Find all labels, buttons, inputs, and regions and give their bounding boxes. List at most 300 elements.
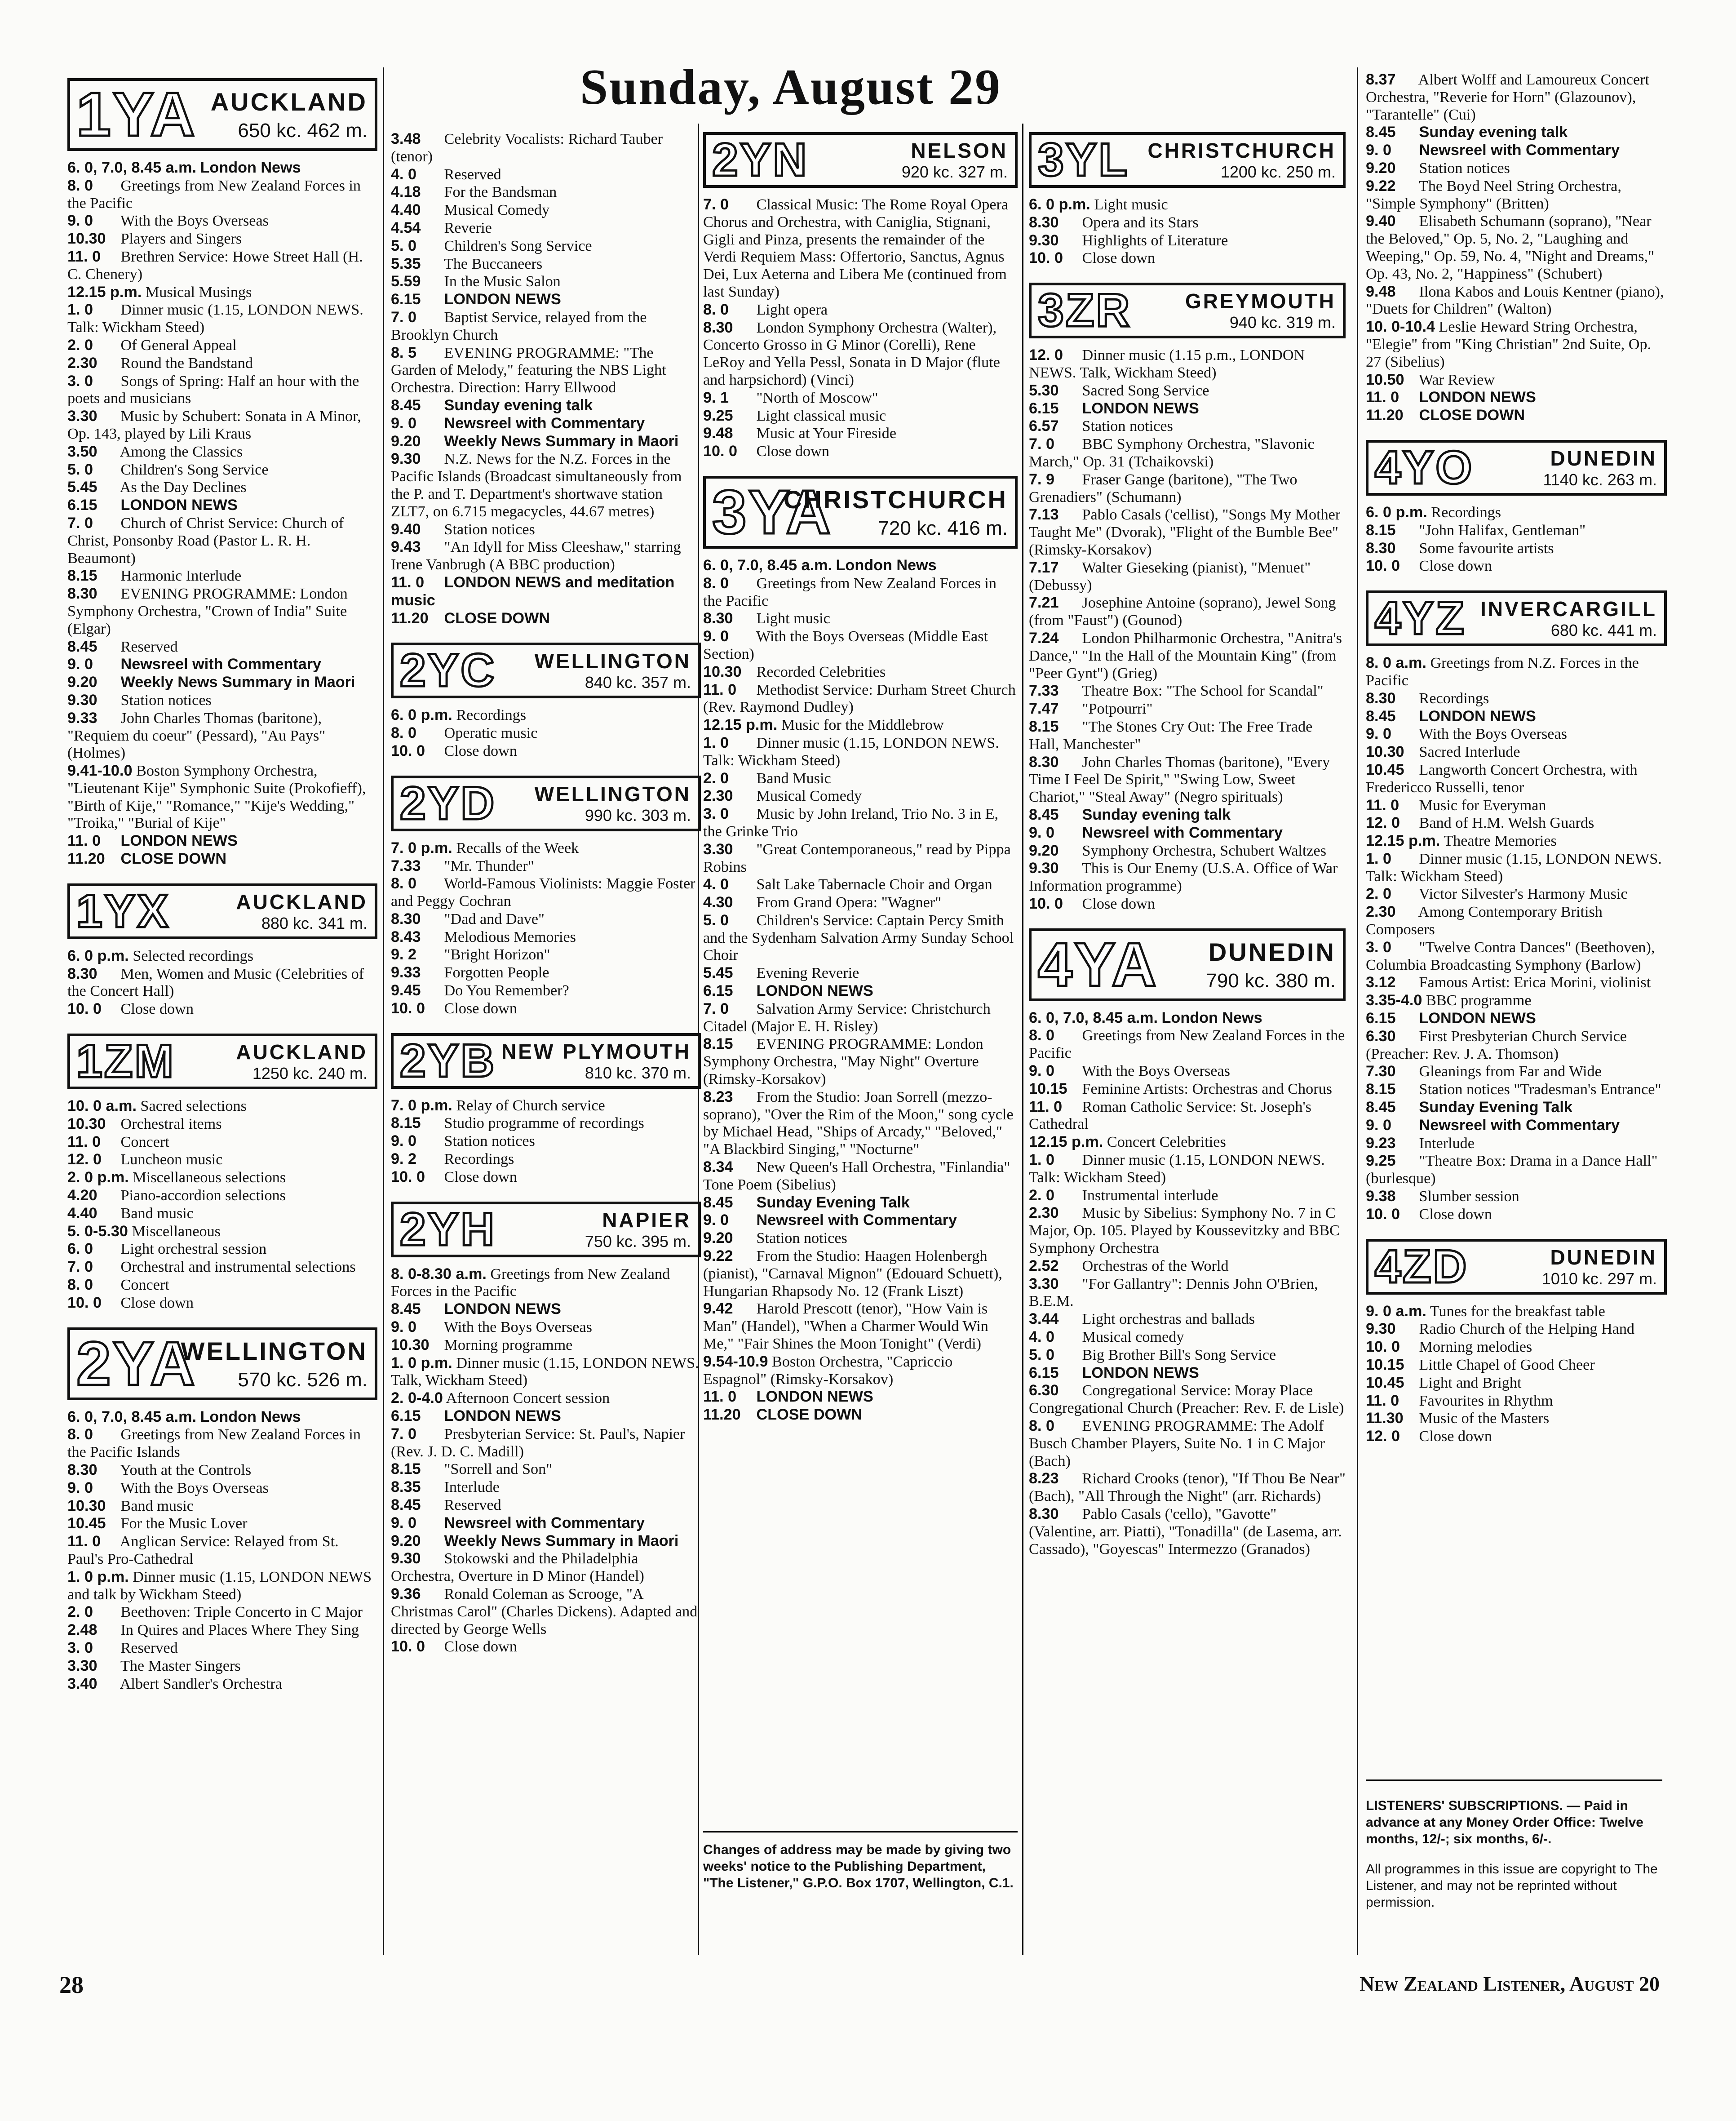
programme-entry xyxy=(67,1568,377,1604)
programme-title: Salvation Army Service: Christchurch Citadel (Major E. H. Risley) xyxy=(703,1000,991,1035)
programme-entry xyxy=(67,656,377,674)
programme-title: "Theatre Box: Drama in a Dance Hall" (burlesque) xyxy=(1366,1153,1658,1187)
programme-title: Players and Singers xyxy=(120,231,242,248)
programme-entry xyxy=(67,1621,377,1639)
programme-entry xyxy=(67,248,377,284)
programme-time: 10. 0 xyxy=(703,443,738,460)
programme-title: Leslie Heward String Orchestra, "Elegie" from "King Christian" 2nd Suite, Op. 27 (Sibelius) xyxy=(1366,319,1652,370)
programme-title: LONDON NEWS xyxy=(120,832,238,850)
programme-entry xyxy=(1029,559,1346,595)
programme-time: 11. 0 xyxy=(1366,389,1399,406)
programme-entry xyxy=(703,1035,1018,1088)
programme-title: Newsreel with Commentary xyxy=(756,1211,957,1229)
programme-title: Orchestral and instrumental selections xyxy=(120,1259,356,1276)
programme-title: Close down xyxy=(444,1638,517,1655)
station-frequency: 680 kc. 441 m. xyxy=(1550,621,1657,640)
programme-time: 3.35-4.0 xyxy=(1366,992,1422,1009)
programme-title: With the Boys Overseas (Middle East Section) xyxy=(703,628,988,662)
programme-title: Station notices xyxy=(1419,160,1510,177)
programme-title: Sunday Evening Talk xyxy=(756,1194,910,1211)
programme-title: Classical Music: The Rome Royal Opera Chorus and Orchestra, with Caniglia, Stignani, Gigli and Pinza, presents the remainder of the Verdi Requiem Mass: Offertorio, Sanctus, Agnus Dei, Lux Aeterna and Libera Me (continued from last Sunday) xyxy=(703,196,1009,300)
station-callsign: 1YA xyxy=(76,80,197,149)
programme-entry xyxy=(1029,471,1346,506)
programme-title: Music for Everyman xyxy=(1419,797,1546,814)
programme-title: Close down xyxy=(444,1168,517,1185)
programme-title: With the Boys Overseas xyxy=(443,1319,592,1336)
programme-time: 9.30 xyxy=(1029,860,1059,877)
programme-title: EVENING PROGRAMME: London Symphony Orchestra, "May Night" Overture (Rimsky-Korsakov) xyxy=(703,1036,983,1088)
programme-time: 7.24 xyxy=(1029,629,1059,647)
programme-time: 10.50 xyxy=(1366,371,1404,388)
programme-title: Reserved xyxy=(120,1639,178,1656)
programme-entry xyxy=(67,710,377,762)
programme-title: LONDON NEWS xyxy=(444,1300,561,1318)
programme-entry xyxy=(703,1406,1018,1424)
programme-title: Morning programme xyxy=(444,1336,573,1353)
programme-time: 5. 0 xyxy=(67,461,93,478)
programme-title: Musical comedy xyxy=(1082,1329,1184,1346)
programme-title: LONDON NEWS xyxy=(444,1407,561,1425)
programme-entry xyxy=(391,946,701,964)
programme-title: Harmonic Interlude xyxy=(120,568,242,585)
station-city: NELSON xyxy=(911,139,1008,162)
programme-time: 8.15 xyxy=(1366,521,1396,539)
programme-time: 10. 0 xyxy=(391,742,425,759)
programme-entry xyxy=(1366,974,1667,992)
programme-time: 7. 9 xyxy=(1029,470,1055,488)
programme-title: Sacred selections xyxy=(140,1098,247,1115)
programme-time: 6. 0, 7.0, 8.45 a.m. xyxy=(703,556,832,574)
programme-entry xyxy=(67,832,377,850)
programme-time: 9.25 xyxy=(1366,1152,1396,1170)
station-block-1yx xyxy=(67,883,377,1018)
programme-entry xyxy=(1366,1063,1667,1081)
programme-entry xyxy=(1366,557,1667,575)
programme-entry xyxy=(391,130,701,166)
programme-title: Dinner music (1.15 p.m., LONDON NEWS. Talk, Wickham Steed) xyxy=(1029,347,1305,381)
programme-entry xyxy=(391,1496,701,1514)
programme-time: 7. 0 xyxy=(67,1258,93,1276)
programme-title: Sunday evening talk xyxy=(1082,806,1231,823)
programme-time: 9. 0 xyxy=(1029,1062,1055,1080)
programme-title: John Charles Thomas (baritone), "Requiem du coeur" (Pessard), "Au Pays" (Holmes) xyxy=(67,710,326,762)
station-block-2yb xyxy=(391,1033,701,1186)
programme-title: Orchestral items xyxy=(120,1115,222,1132)
programme-entry xyxy=(67,1675,377,1693)
programme-title: Close down xyxy=(1419,558,1492,575)
programme-entry xyxy=(391,1460,701,1478)
programme-time: 5.45 xyxy=(703,964,733,982)
programme-time: 9. 0 xyxy=(67,1479,93,1496)
station-callsign: 2YB xyxy=(400,1034,496,1087)
programme-entry xyxy=(67,1240,377,1258)
programme-entry xyxy=(1366,1206,1667,1224)
programme-entry xyxy=(391,183,701,201)
programme-entry xyxy=(67,1000,377,1018)
programme-title: Stokowski and the Philadelphia Orchestra, Overture in D Minor (Handel) xyxy=(391,1550,644,1585)
programme-title: "John Halifax, Gentleman" xyxy=(1419,522,1586,539)
station-header xyxy=(67,1034,377,1089)
programme-time: 9.30 xyxy=(391,1550,421,1567)
programme-time: 10.30 xyxy=(67,1115,106,1132)
column-5 xyxy=(1366,71,1667,1461)
programme-title: "North of Moscow" xyxy=(756,389,878,406)
programme-time: 10. 0 xyxy=(1366,1205,1400,1223)
station-header xyxy=(67,78,377,151)
programme-entry xyxy=(1029,806,1346,824)
programme-entry xyxy=(67,212,377,230)
programme-entry xyxy=(391,1425,701,1461)
programme-entry xyxy=(391,1114,701,1132)
programme-entry xyxy=(67,1187,377,1205)
programme-entry xyxy=(67,850,377,868)
station-callsign: 2YD xyxy=(400,777,496,830)
programme-time: 11. 0 xyxy=(1029,1098,1063,1115)
programme-title: Interlude xyxy=(1419,1135,1475,1152)
programme-entry xyxy=(391,964,701,982)
column-1 xyxy=(67,76,377,1708)
station-callsign: 2YA xyxy=(76,1329,197,1398)
programme-time: 2. 0-4.0 xyxy=(391,1389,443,1407)
programme-entry xyxy=(391,875,701,910)
programme-title: Sunday evening talk xyxy=(444,396,593,414)
station-frequency: 1010 kc. 297 m. xyxy=(1541,1269,1657,1288)
programme-entry xyxy=(391,450,701,520)
programme-time: 10.30 xyxy=(67,1497,106,1514)
programme-time: 7.21 xyxy=(1029,594,1059,612)
programme-title: Light orchestral session xyxy=(120,1241,267,1258)
programme-title: Reserved xyxy=(120,638,178,655)
programme-entry xyxy=(67,1497,377,1515)
station-header xyxy=(67,1327,377,1400)
programme-entry xyxy=(391,574,701,610)
programme-title: "Mr. Thunder" xyxy=(444,857,534,874)
programme-title: Gleanings from Far and Wide xyxy=(1419,1063,1602,1080)
programme-entry xyxy=(1029,1417,1346,1470)
programme-title: BBC Symphony Orchestra, "Slavonic March," Op. 31 (Tchaikovski) xyxy=(1029,436,1315,470)
programme-entry xyxy=(67,1657,377,1675)
station-header xyxy=(391,776,701,831)
programme-title: Weekly News Summary in Maori xyxy=(444,432,679,450)
programme-time: 12. 0 xyxy=(1366,1428,1400,1445)
programme-entry xyxy=(67,965,377,1001)
programme-entry xyxy=(1029,1151,1346,1187)
programme-entry xyxy=(67,1205,377,1223)
programme-entry xyxy=(703,1000,1018,1036)
programme-entry xyxy=(1366,690,1667,708)
programme-time: 9.25 xyxy=(703,407,733,424)
programme-entry xyxy=(391,839,701,857)
programme-time: 2. 0 p.m. xyxy=(67,1169,129,1186)
programme-time: 8. 0 xyxy=(1029,1027,1055,1044)
programme-time: 9.20 xyxy=(1366,159,1396,177)
programme-entry xyxy=(1029,754,1346,806)
programme-time: 8.45 xyxy=(703,1194,733,1211)
programme-entry xyxy=(1366,389,1667,407)
programme-title: Dinner music (1.15, LONDON NEWS. Talk: Wickham Steed) xyxy=(1366,850,1662,885)
programme-time: 9. 0 xyxy=(1366,1116,1392,1134)
programme-time: 9.20 xyxy=(67,674,97,691)
programme-time: 3. 0 xyxy=(1366,938,1392,956)
station-callsign: 4ZD xyxy=(1375,1240,1469,1293)
programme-time: 5. 0 xyxy=(1029,1346,1055,1363)
programme-entry xyxy=(1366,124,1667,142)
programme-entry xyxy=(703,628,1018,663)
programme-time: 9. 0 xyxy=(703,628,729,645)
programme-entry xyxy=(391,1514,701,1532)
programme-entry xyxy=(391,1000,701,1018)
programme-time: 3.40 xyxy=(67,1675,97,1692)
station-frequency: 940 kc. 319 m. xyxy=(1229,313,1336,332)
programme-entry xyxy=(703,841,1018,876)
programme-time: 11. 0 xyxy=(1366,796,1399,814)
programme-title: Theatre Memories xyxy=(1444,833,1557,850)
station-city: DUNEDIN xyxy=(1208,937,1336,966)
programme-entry xyxy=(391,1550,701,1585)
page-number: 28 xyxy=(59,1971,84,1998)
programme-time: 9. 0 xyxy=(391,1318,417,1336)
programme-time: 9.54-10.9 xyxy=(703,1353,768,1370)
programme-time: 9. 0 xyxy=(391,1514,417,1531)
station-frequency: 920 kc. 327 m. xyxy=(901,163,1008,181)
programme-entry xyxy=(391,1150,701,1168)
programme-time: 8.30 xyxy=(1029,1505,1059,1522)
address-change-notice: Changes of address may be made by giving two weeks' notice to the Publishing Department, "The Listener," G.P.O. Box 1707, Wellington, C.1. xyxy=(703,1842,1014,1890)
station-frequency: 1250 kc. 240 m. xyxy=(252,1064,368,1083)
programme-title: Music by Schubert: Sonata in A Minor, Op. 143, played by Lili Kraus xyxy=(67,408,361,442)
programme-time: 9.45 xyxy=(391,982,421,999)
programme-time: 4.54 xyxy=(391,219,421,236)
programme-title: BBC programme xyxy=(1426,992,1532,1009)
programme-time: 2.30 xyxy=(703,787,733,805)
programme-time: 6. 0 p.m. xyxy=(1366,503,1427,521)
subscriptions-rule xyxy=(1366,1779,1662,1781)
programme-title: The Boyd Neel String Orchestra, "Simple Symphony" (Britten) xyxy=(1366,177,1621,212)
programme-entry xyxy=(1029,1204,1346,1257)
programme-entry xyxy=(1029,824,1346,842)
programme-time: 6.15 xyxy=(67,497,97,514)
programme-entry xyxy=(1029,895,1346,913)
programme-time: 7. 0 p.m. xyxy=(391,839,452,856)
programme-title: Piano-accordion selections xyxy=(120,1187,286,1204)
programme-time: 4. 0 xyxy=(703,876,729,893)
programme-time: 7. 0 xyxy=(703,1000,729,1017)
programme-title: In the Music Salon xyxy=(444,273,561,290)
programme-title: Langworth Concert Orchestra, with Fredericco Russelli, tenor xyxy=(1366,761,1638,796)
programme-time: 7. 0 xyxy=(1029,435,1055,453)
programme-time: 11. 0 xyxy=(1366,1392,1399,1409)
programme-entry xyxy=(1366,654,1667,690)
programme-time: 12.15 p.m. xyxy=(1029,1133,1103,1151)
programme-entry xyxy=(1029,860,1346,895)
programme-title: Close down xyxy=(120,1294,194,1311)
programme-entry xyxy=(1029,506,1346,559)
programme-title: Music by Sibelius: Symphony No. 7 in C Major, Op. 105. Played by Koussevitzky and BBC Symphony Orchestra xyxy=(1029,1205,1340,1257)
programme-entry xyxy=(703,1353,1018,1389)
programme-time: 10.30 xyxy=(391,1336,430,1353)
programme-title: Little Chapel of Good Cheer xyxy=(1419,1357,1595,1374)
programme-title: Station notices xyxy=(756,1230,847,1247)
programme-time: 9. 0 xyxy=(391,1132,417,1150)
programme-entry xyxy=(391,706,701,724)
programme-time: 9.20 xyxy=(1029,842,1059,859)
programme-title: Pablo Casals ('cello), "Gavotte" (Valentine, arr. Piatti), "Tonadilla" (de Lasema, arr. Cassado), "Goyescas" Intermezzo (Granados) xyxy=(1029,1506,1342,1557)
programme-time: 8.30 xyxy=(703,319,733,336)
programme-entry xyxy=(67,947,377,965)
programme-title: LONDON NEWS xyxy=(120,497,238,514)
station-city: GREYMOUTH xyxy=(1185,289,1336,313)
programme-title: Band music xyxy=(120,1497,194,1514)
programme-time: 10.45 xyxy=(1366,761,1404,778)
programme-title: LONDON NEWS xyxy=(444,291,561,308)
programme-title: Station notices xyxy=(120,692,212,709)
programme-title: Greetings from New Zealand Forces in the Pacific xyxy=(703,575,997,609)
programme-entry xyxy=(391,1478,701,1496)
station-city: NAPIER xyxy=(602,1208,691,1232)
programme-entry xyxy=(1366,213,1667,283)
programme-title: Anglican Service: Relayed from St. Paul's Pro-Cathedral xyxy=(67,1533,339,1567)
programme-time: 7. 0 p.m. xyxy=(391,1096,452,1114)
programme-title: Band of H.M. Welsh Guards xyxy=(1419,815,1594,832)
programme-title: Some favourite artists xyxy=(1419,540,1554,557)
programme-title: Recordings xyxy=(444,1151,514,1168)
programme-entry xyxy=(391,610,701,628)
programme-entry xyxy=(1366,832,1667,850)
station-city: NEW PLYMOUTH xyxy=(501,1039,691,1063)
programme-title: From Grand Opera: "Wagner" xyxy=(756,894,942,911)
programme-time: 9.36 xyxy=(391,1585,421,1602)
programme-entry xyxy=(67,284,377,302)
programme-time: 7.30 xyxy=(1366,1063,1396,1080)
programme-entry xyxy=(1366,708,1667,726)
programme-time: 9. 0 xyxy=(703,1211,729,1229)
programme-time: 1. 0 p.m. xyxy=(391,1354,452,1371)
programme-entry xyxy=(67,1223,377,1241)
programme-time: 6. 0, 7.0, 8.45 a.m. xyxy=(67,1408,196,1425)
programme-entry xyxy=(67,638,377,656)
programme-title: Sunday evening talk xyxy=(1419,124,1568,141)
programme-entry xyxy=(391,1265,701,1301)
programme-entry xyxy=(67,497,377,515)
programme-time: 8. 0 xyxy=(703,574,729,592)
programme-title: Highlights of Literature xyxy=(1082,232,1228,249)
programme-entry xyxy=(1366,850,1667,886)
programme-entry xyxy=(67,1115,377,1133)
programme-title: As the Day Declines xyxy=(120,479,247,496)
programme-title: Songs of Spring: Half an hour with the poets and musicians xyxy=(67,373,359,407)
programme-time: 10.45 xyxy=(1366,1374,1404,1391)
programme-time: 10. 0 xyxy=(1029,249,1063,267)
programme-title: Men, Women and Music (Celebrities of the Concert Hall) xyxy=(67,965,364,1000)
programme-title: Studio programme of recordings xyxy=(444,1115,644,1132)
programme-time: 9. 2 xyxy=(391,1150,417,1168)
programme-title: Walter Gieseking (pianist), "Menuet" (Debussy) xyxy=(1029,559,1311,594)
programme-entry xyxy=(1366,1428,1667,1446)
programme-title: LONDON NEWS xyxy=(1419,707,1536,725)
programme-time: 11. 0 xyxy=(67,248,101,265)
programme-entry xyxy=(391,1336,701,1354)
programme-title: LONDON NEWS xyxy=(1082,1364,1199,1381)
programme-time: 12. 0 xyxy=(1366,814,1400,832)
programme-time: 11.20 xyxy=(67,850,105,868)
programme-time: 8.30 xyxy=(1366,539,1396,557)
programme-time: 9. 0 xyxy=(67,212,93,230)
programme-time: 8.30 xyxy=(67,585,97,603)
station-frequency: 790 kc. 380 m. xyxy=(1206,969,1336,992)
programme-time: 7. 0 xyxy=(391,1425,417,1442)
programme-title: Fraser Gange (baritone), "The Two Grenadiers" (Schumann) xyxy=(1029,471,1298,506)
station-block-1zm xyxy=(67,1034,377,1312)
programme-time: 7.33 xyxy=(391,857,421,874)
programme-time: 5.59 xyxy=(391,273,421,290)
programme-title: Among Contemporary British Composers xyxy=(1366,904,1603,938)
programme-entry xyxy=(67,1479,377,1497)
programme-title: Light opera xyxy=(756,301,828,318)
programme-entry xyxy=(1366,318,1667,371)
programme-entry xyxy=(703,407,1018,425)
programme-time: 6.15 xyxy=(1029,399,1059,417)
column-rule xyxy=(1357,67,1358,1955)
programme-time: 1. 0 xyxy=(703,734,729,751)
programme-entry xyxy=(703,805,1018,841)
programme-title: Light classical music xyxy=(756,407,886,424)
programme-time: 9.48 xyxy=(703,425,733,442)
programme-entry xyxy=(1029,214,1346,232)
station-city: DUNEDIN xyxy=(1550,1245,1657,1269)
programme-time: 10. 0 xyxy=(391,1638,425,1655)
station-frequency: 840 kc. 357 m. xyxy=(585,673,691,692)
programme-time: 8.15 xyxy=(1366,1081,1396,1098)
programme-entry xyxy=(1029,382,1346,400)
programme-entry xyxy=(1366,160,1667,177)
programme-time: 8. 0 xyxy=(1029,1417,1055,1435)
programme-title: Greetings from New Zealand Forces in the Pacific xyxy=(1029,1027,1345,1062)
programme-title: Presbyterian Service: St. Paul's, Napier (Rev. J. D. C. Madill) xyxy=(391,1425,685,1460)
programme-entry xyxy=(1029,249,1346,267)
programme-title: Dinner music (1.15, LONDON NEWS. Talk: Wickham Steed) xyxy=(703,734,999,769)
programme-title: In Quires and Places Where They Sing xyxy=(120,1622,359,1639)
programme-time: 9.22 xyxy=(703,1247,733,1265)
programme-title: Roman Catholic Service: St. Joseph's Cathedral xyxy=(1029,1098,1311,1133)
programme-time: 10.30 xyxy=(703,663,742,680)
programme-entry xyxy=(391,1407,701,1425)
programme-time: 8. 0 a.m. xyxy=(1366,654,1426,672)
programme-time: 10.30 xyxy=(67,230,106,248)
programme-time: 10. 0 xyxy=(67,1000,102,1018)
copyright-notice: All programmes in this issue are copyright to The Listener, and may not be reprinted without permission. xyxy=(1366,1862,1658,1910)
programme-title: Relay of Church service xyxy=(456,1097,605,1114)
programme-time: 11.20 xyxy=(703,1406,741,1424)
programme-time: 8. 0-8.30 a.m. xyxy=(391,1265,487,1282)
column-2 xyxy=(391,130,701,1671)
programme-time: 2. 0 xyxy=(1029,1186,1055,1204)
programme-time: 3. 0 xyxy=(67,1639,93,1656)
programme-title: Richard Crooks (tenor), "If Thou Be Near" (Bach), "All Through the Night" (arr. Richards) xyxy=(1029,1470,1346,1505)
station-header xyxy=(1366,590,1667,646)
programme-entry xyxy=(1366,761,1667,797)
programme-time: 9.30 xyxy=(1029,231,1059,249)
programme-time: 9. 0 xyxy=(1029,824,1055,841)
station-header xyxy=(1029,132,1346,188)
station-header xyxy=(703,132,1018,188)
programme-entry xyxy=(391,1097,701,1115)
programme-title: From the Studio: Haagen Holenbergh (pianist), "Carnaval Mignon" (Edouard Schuett), Hungarian Rhapsody No. 12 (Frank Liszt) xyxy=(703,1248,1002,1300)
station-block-2yh xyxy=(391,1202,701,1656)
programme-time: 8.34 xyxy=(703,1158,733,1176)
programme-time: 1. 0 xyxy=(1029,1151,1055,1169)
programme-entry xyxy=(703,1211,1018,1229)
station-block-2yn xyxy=(703,132,1018,461)
